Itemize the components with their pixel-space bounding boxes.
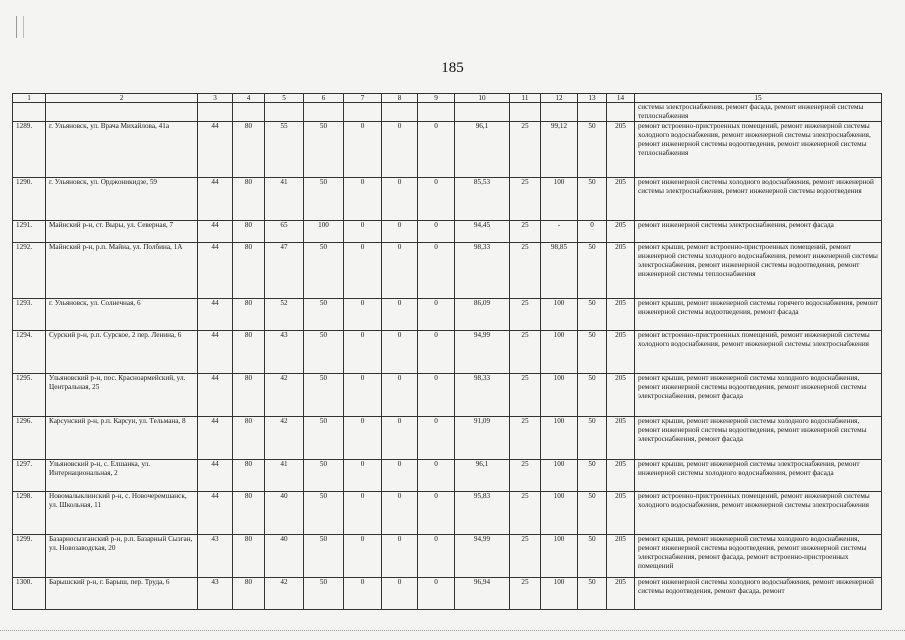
value-cell-c13: 50	[578, 122, 607, 178]
value-cell-c3: 44	[198, 221, 233, 243]
value-cell-c6: 50	[304, 492, 344, 535]
value-cell-c6: 50	[304, 243, 344, 299]
works-cell: ремонт крыши, ремонт инженерной системы холодного водоснабжения, ремонт инженерной системы водоотведения, ремонт инженерной системы электроснабжения, ремонт фасада, ремонт встроенно-пристроенных помещений	[635, 535, 882, 578]
value-cell-c8: 0	[382, 535, 418, 578]
table-row	[13, 178, 882, 221]
value-cell-c6: 50	[304, 331, 344, 374]
value-cell-c11: 25	[510, 492, 541, 535]
value-cell-c4: 80	[233, 243, 265, 299]
value-cell-c6: 50	[304, 122, 344, 178]
works-cell: ремонт встроенно-пристроенных помещений, ремонт инженерной системы холодного водоснабжения, ремонт инженерной системы электроснабжения	[635, 331, 882, 374]
column-header-1: 1	[13, 94, 46, 103]
value-cell-c4: 80	[233, 578, 265, 610]
address-cell: Ульяновский р-н, пос. Красноармейский, ул. Центральная, 25	[46, 374, 198, 417]
value-cell-c11: 25	[510, 299, 541, 331]
value-cell-c13: 50	[578, 535, 607, 578]
value-cell-c6: 50	[304, 178, 344, 221]
value-cell-c12: 100	[541, 492, 578, 535]
value-cell-c13: 50	[578, 299, 607, 331]
column-header-15: 15	[635, 94, 882, 103]
cell	[265, 103, 304, 122]
value-cell-c4: 80	[233, 331, 265, 374]
row-number-cell: 1300.	[13, 578, 46, 610]
value-cell-c13: 50	[578, 374, 607, 417]
table-row	[13, 299, 882, 331]
value-cell-c8: 0	[382, 243, 418, 299]
value-cell-c5: 65	[265, 221, 304, 243]
address-cell: г. Ульяновск, ул. Солнечная, 6	[46, 299, 198, 331]
value-cell-c10: 96,94	[455, 578, 510, 610]
value-cell-c12: 100	[541, 178, 578, 221]
value-cell-c9: 0	[418, 243, 455, 299]
value-cell-c7: 0	[344, 460, 382, 492]
column-header-2: 2	[46, 94, 198, 103]
value-cell-c9: 0	[418, 460, 455, 492]
value-cell-c3: 44	[198, 299, 233, 331]
value-cell-c14: 205	[607, 243, 635, 299]
value-cell-c14: 205	[607, 417, 635, 460]
value-cell-c12: 100	[541, 417, 578, 460]
works-cell: ремонт инженерной системы электроснабжения, ремонт фасада	[635, 221, 882, 243]
value-cell-c6: 50	[304, 535, 344, 578]
address-cell: Майнский р-н, р.п. Майна, ул. Полбина, 1А	[46, 243, 198, 299]
value-cell-c8: 0	[382, 578, 418, 610]
column-header-6: 6	[304, 94, 344, 103]
page-number: 185	[441, 60, 464, 76]
value-cell-c13: 50	[578, 578, 607, 610]
row-number-cell: 1293.	[13, 299, 46, 331]
value-cell-c8: 0	[382, 221, 418, 243]
column-header-12: 12	[541, 94, 578, 103]
cell	[233, 103, 265, 122]
value-cell-c3: 44	[198, 331, 233, 374]
value-cell-c14: 205	[607, 374, 635, 417]
value-cell-c7: 0	[344, 535, 382, 578]
value-cell-c6: 50	[304, 374, 344, 417]
value-cell-c6: 50	[304, 299, 344, 331]
value-cell-c4: 80	[233, 178, 265, 221]
column-header-4: 4	[233, 94, 265, 103]
column-header-10: 10	[455, 94, 510, 103]
value-cell-c5: 47	[265, 243, 304, 299]
value-cell-c4: 80	[233, 221, 265, 243]
table-row	[13, 460, 882, 492]
value-cell-c3: 44	[198, 460, 233, 492]
value-cell-c5: 43	[265, 331, 304, 374]
column-header-3: 3	[198, 94, 233, 103]
column-header-7: 7	[344, 94, 382, 103]
value-cell-c5: 40	[265, 492, 304, 535]
value-cell-c3: 43	[198, 535, 233, 578]
cell	[382, 103, 418, 122]
value-cell-c13: 50	[578, 331, 607, 374]
register-table	[12, 93, 882, 610]
value-cell-c8: 0	[382, 122, 418, 178]
table-row	[13, 535, 882, 578]
column-header-8: 8	[382, 94, 418, 103]
value-cell-c10: 98,33	[455, 243, 510, 299]
address-cell: Базарносызганский р-н, р.п. Базарный Сызган, ул. Новозаводская, 20	[46, 535, 198, 578]
value-cell-c5: 41	[265, 178, 304, 221]
value-cell-c11: 25	[510, 535, 541, 578]
value-cell-c12: 100	[541, 578, 578, 610]
value-cell-c12: 100	[541, 460, 578, 492]
value-cell-c3: 44	[198, 417, 233, 460]
value-cell-c4: 80	[233, 417, 265, 460]
value-cell-c5: 41	[265, 460, 304, 492]
value-cell-c11: 25	[510, 178, 541, 221]
register-table-wrapper	[12, 93, 881, 610]
address-cell: г. Ульяновск, ул. Врача Михайлова, 41а	[46, 122, 198, 178]
value-cell-c6: 50	[304, 417, 344, 460]
value-cell-c8: 0	[382, 417, 418, 460]
cell	[578, 103, 607, 122]
row-number-cell: 1299.	[13, 535, 46, 578]
value-cell-c8: 0	[382, 374, 418, 417]
value-cell-c12: 100	[541, 374, 578, 417]
column-header-13: 13	[578, 94, 607, 103]
table-row	[13, 492, 882, 535]
column-number-header	[13, 94, 882, 103]
value-cell-c14: 205	[607, 178, 635, 221]
row-number-cell: 1294.	[13, 331, 46, 374]
column-header-9: 9	[418, 94, 455, 103]
works-cell: ремонт встроенно-пристроенных помещений, ремонт инженерной системы холодного водоснабжения, ремонт инженерной системы электроснабжения, ремонт инженерной системы водоотведения, ремонт инженерной системы теплоснабжения	[635, 122, 882, 178]
value-cell-c12: -	[541, 221, 578, 243]
value-cell-c9: 0	[418, 299, 455, 331]
address-cell: г. Ульяновск, ул. Орджоникидзе, 59	[46, 178, 198, 221]
works-cell: ремонт инженерной системы холодного водоснабжения, ремонт инженерной системы электроснабжения, ремонт инженерной системы водоотведения	[635, 178, 882, 221]
value-cell-c5: 40	[265, 535, 304, 578]
value-cell-c14: 205	[607, 492, 635, 535]
value-cell-c10: 98,33	[455, 374, 510, 417]
value-cell-c10: 86,09	[455, 299, 510, 331]
table-row	[13, 374, 882, 417]
table-row	[13, 243, 882, 299]
value-cell-c9: 0	[418, 331, 455, 374]
value-cell-c7: 0	[344, 122, 382, 178]
value-cell-c4: 80	[233, 122, 265, 178]
value-cell-c5: 55	[265, 122, 304, 178]
value-cell-c13: 50	[578, 243, 607, 299]
scan-margin-mark	[16, 16, 24, 38]
address-cell: Сурский р-н, р.п. Сурское, 2 пер. Ленина, 6	[46, 331, 198, 374]
works-cell: ремонт крыши, ремонт встроенно-пристроенных помещений, ремонт инженерной системы холодного водоснабжения, ремонт инженерной системы электроснабжения, ремонт инженерной системы водоотведения, ремонт инженерной системы теплоснабжения	[635, 243, 882, 299]
value-cell-c4: 80	[233, 492, 265, 535]
value-cell-c9: 0	[418, 417, 455, 460]
value-cell-c3: 44	[198, 243, 233, 299]
row-number-cell: 1291.	[13, 221, 46, 243]
column-header-14: 14	[607, 94, 635, 103]
works-cell: ремонт крыши, ремонт инженерной системы холодного водоснабжения, ремонт инженерной системы водоотведения, ремонт инженерной системы электроснабжения, ремонт фасада	[635, 417, 882, 460]
value-cell-c10: 94,99	[455, 535, 510, 578]
value-cell-c10: 91,09	[455, 417, 510, 460]
cell	[198, 103, 233, 122]
row-number-cell: 1290.	[13, 178, 46, 221]
value-cell-c3: 44	[198, 178, 233, 221]
row-number-cell: 1297.	[13, 460, 46, 492]
cell	[304, 103, 344, 122]
value-cell-c14: 205	[607, 535, 635, 578]
row-number-cell: 1295.	[13, 374, 46, 417]
value-cell-c7: 0	[344, 221, 382, 243]
works-cell: ремонт крыши, ремонт инженерной системы холодного водоснабжения, ремонт инженерной системы водоотведения, ремонт инженерной системы электроснабжения, ремонт фасада	[635, 374, 882, 417]
value-cell-c10: 96,1	[455, 460, 510, 492]
value-cell-c5: 42	[265, 578, 304, 610]
value-cell-c12: 100	[541, 299, 578, 331]
value-cell-c13: 50	[578, 492, 607, 535]
address-cell: Ульяновский р-н, с. Елшанка, ул. Интернациональная, 2	[46, 460, 198, 492]
continuation-row	[13, 103, 882, 122]
works-cell: ремонт крыши, ремонт инженерной системы горячего водоснабжения, ремонт инженерной системы водоотведения, ремонт фасада	[635, 299, 882, 331]
value-cell-c5: 52	[265, 299, 304, 331]
cell	[541, 103, 578, 122]
value-cell-c10: 94,45	[455, 221, 510, 243]
value-cell-c7: 0	[344, 417, 382, 460]
value-cell-c13: 0	[578, 221, 607, 243]
value-cell-c9: 0	[418, 535, 455, 578]
scan-bottom-edge	[0, 630, 905, 637]
works-cell: ремонт инженерной системы холодного водоснабжения, ремонт инженерной системы водоотведения, ремонт фасада, ремонт	[635, 578, 882, 610]
value-cell-c10: 85,53	[455, 178, 510, 221]
value-cell-c14: 205	[607, 578, 635, 610]
value-cell-c13: 50	[578, 417, 607, 460]
value-cell-c8: 0	[382, 331, 418, 374]
row-number-cell: 1289.	[13, 122, 46, 178]
value-cell-c4: 80	[233, 535, 265, 578]
table-row	[13, 221, 882, 243]
table-row	[13, 331, 882, 374]
value-cell-c4: 80	[233, 460, 265, 492]
address-cell: Новомалыклинский р-н, с. Новочеремшанск, ул. Школьная, 11	[46, 492, 198, 535]
value-cell-c6: 50	[304, 578, 344, 610]
value-cell-c3: 44	[198, 122, 233, 178]
value-cell-c3: 44	[198, 374, 233, 417]
works-cell: системы электроснабжения, ремонт фасада, ремонт инженерной системы теплоснабжения	[635, 103, 882, 122]
value-cell-c9: 0	[418, 221, 455, 243]
row-number-cell: 1296.	[13, 417, 46, 460]
value-cell-c7: 0	[344, 299, 382, 331]
value-cell-c14: 205	[607, 331, 635, 374]
value-cell-c14: 205	[607, 299, 635, 331]
address-cell: Барышский р-н, г. Барыш, пер. Труда, 6	[46, 578, 198, 610]
value-cell-c11: 25	[510, 417, 541, 460]
value-cell-c11: 25	[510, 460, 541, 492]
value-cell-c6: 50	[304, 460, 344, 492]
value-cell-c10: 95,83	[455, 492, 510, 535]
value-cell-c8: 0	[382, 178, 418, 221]
value-cell-c7: 0	[344, 178, 382, 221]
table-row	[13, 122, 882, 178]
value-cell-c11: 25	[510, 578, 541, 610]
value-cell-c5: 42	[265, 417, 304, 460]
value-cell-c11: 25	[510, 122, 541, 178]
value-cell-c9: 0	[418, 578, 455, 610]
value-cell-c7: 0	[344, 243, 382, 299]
works-cell: ремонт крыши, ремонт инженерной системы электроснабжения, ремонт инженерной системы холодного водоснабжения, ремонт фасада	[635, 460, 882, 492]
column-header-5: 5	[265, 94, 304, 103]
value-cell-c5: 42	[265, 374, 304, 417]
cell	[13, 103, 46, 122]
value-cell-c7: 0	[344, 492, 382, 535]
cell	[418, 103, 455, 122]
value-cell-c4: 80	[233, 299, 265, 331]
value-cell-c14: 205	[607, 460, 635, 492]
value-cell-c12: 100	[541, 535, 578, 578]
cell	[455, 103, 510, 122]
address-cell: Карсунский р-н, р.п. Карсун, ул. Тельмана, 8	[46, 417, 198, 460]
value-cell-c7: 0	[344, 374, 382, 417]
table-row	[13, 417, 882, 460]
value-cell-c3: 43	[198, 578, 233, 610]
value-cell-c3: 44	[198, 492, 233, 535]
value-cell-c10: 96,1	[455, 122, 510, 178]
table-row	[13, 578, 882, 610]
value-cell-c8: 0	[382, 299, 418, 331]
value-cell-c7: 0	[344, 578, 382, 610]
value-cell-c12: 99,12	[541, 122, 578, 178]
value-cell-c13: 50	[578, 460, 607, 492]
value-cell-c13: 50	[578, 178, 607, 221]
value-cell-c10: 94,99	[455, 331, 510, 374]
value-cell-c11: 25	[510, 374, 541, 417]
value-cell-c6: 100	[304, 221, 344, 243]
value-cell-c4: 80	[233, 374, 265, 417]
value-cell-c9: 0	[418, 122, 455, 178]
cell	[607, 103, 635, 122]
value-cell-c9: 0	[418, 374, 455, 417]
address-cell: Майнский р-н, ст. Выры, ул. Северная, 7	[46, 221, 198, 243]
column-header-11: 11	[510, 94, 541, 103]
value-cell-c9: 0	[418, 178, 455, 221]
value-cell-c12: 98,85	[541, 243, 578, 299]
value-cell-c14: 205	[607, 122, 635, 178]
cell	[344, 103, 382, 122]
value-cell-c9: 0	[418, 492, 455, 535]
row-number-cell: 1298.	[13, 492, 46, 535]
value-cell-c14: 205	[607, 221, 635, 243]
cell	[46, 103, 198, 122]
value-cell-c11: 25	[510, 243, 541, 299]
value-cell-c8: 0	[382, 460, 418, 492]
cell	[510, 103, 541, 122]
value-cell-c8: 0	[382, 492, 418, 535]
row-number-cell: 1292.	[13, 243, 46, 299]
value-cell-c11: 25	[510, 331, 541, 374]
value-cell-c7: 0	[344, 331, 382, 374]
value-cell-c12: 100	[541, 331, 578, 374]
works-cell: ремонт встроенно-пристроенных помещений, ремонт инженерной системы холодного водоснабжения, ремонт инженерной системы электроснабжения	[635, 492, 882, 535]
value-cell-c11: 25	[510, 221, 541, 243]
